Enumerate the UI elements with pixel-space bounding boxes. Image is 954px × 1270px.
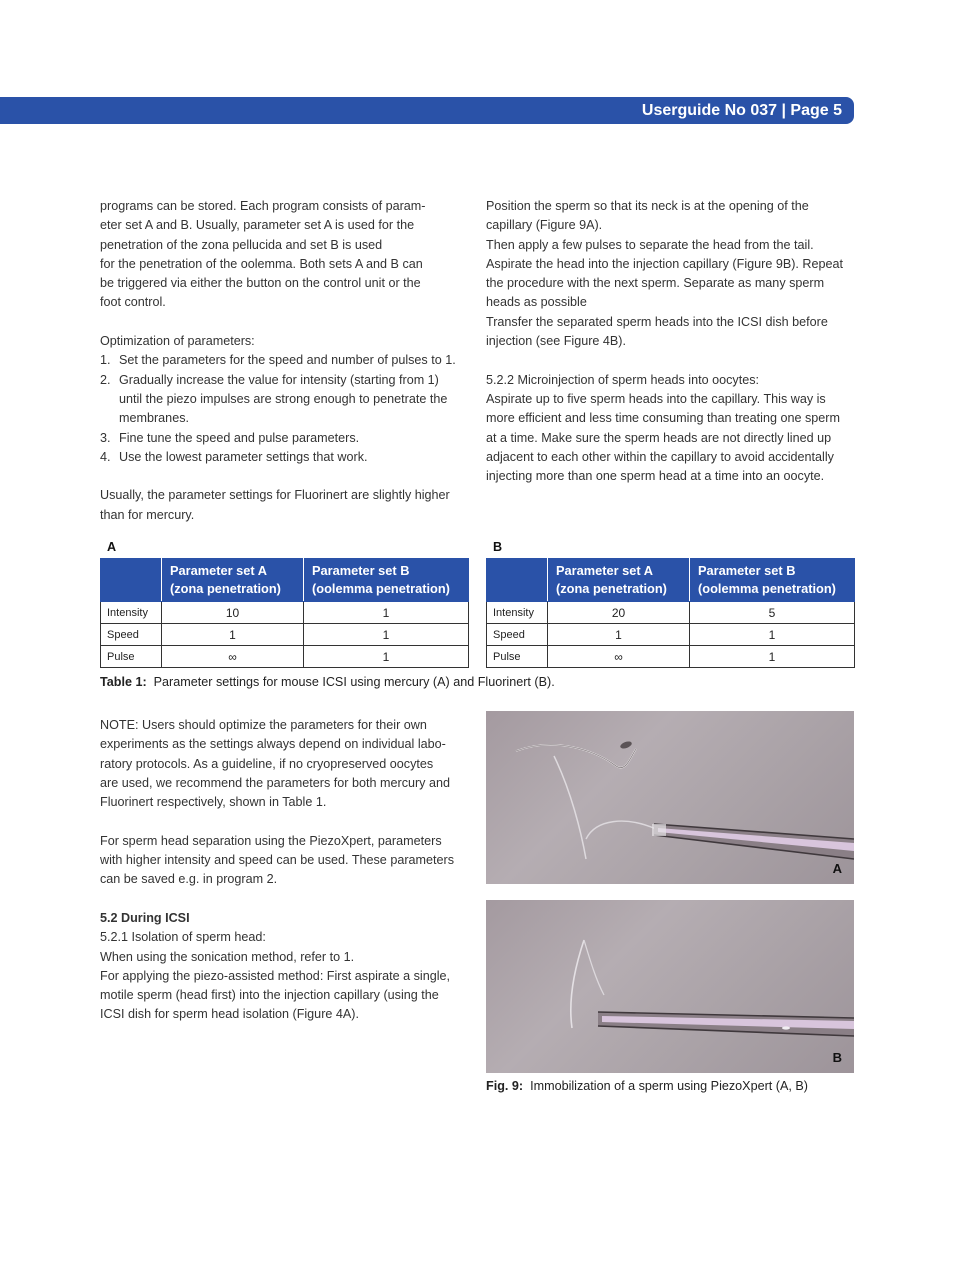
table-b-label: B xyxy=(493,540,503,554)
cell-set-a: 20 xyxy=(548,602,690,624)
row-label: Speed xyxy=(101,624,162,646)
caption-text: Parameter settings for mouse ICSI using mercury (A) and Fluorinert (B). xyxy=(153,675,555,689)
caption-label: Fig. 9: xyxy=(486,1079,524,1093)
step-item xyxy=(100,351,472,370)
parameter-table-b xyxy=(486,558,855,668)
text-line: the procedure with the next sperm. Separate as many sperm xyxy=(486,276,825,291)
row-label: Intensity xyxy=(101,602,162,624)
step-text: Set the parameters for the speed and number of pulses to 1. xyxy=(119,353,456,368)
text-line: ICSI dish for sperm head isolation (Figure 4A). xyxy=(100,1007,359,1022)
text-line: Fluorinert respectively, shown in Table 1. xyxy=(100,795,327,810)
text-line: injection (see Figure 4B). xyxy=(486,334,626,349)
text-line: penetration of the zona pellucida and set B is used xyxy=(100,237,383,252)
cell-set-a: 10 xyxy=(162,602,304,624)
header-line: (oolemma penetration) xyxy=(698,581,836,596)
row-label: Speed xyxy=(487,624,548,646)
step-number: 4. xyxy=(100,449,111,464)
step-text: Fine tune the speed and pulse parameters. xyxy=(119,430,360,445)
fluorinert-note xyxy=(100,486,472,525)
panel-a-label: A xyxy=(832,861,842,876)
text-line: for the penetration of the oolemma. Both sets A and B can xyxy=(100,256,423,271)
step-text: until the piezo impulses are strong enough to penetrate the xyxy=(119,391,448,406)
text-line: eter set A and B. Usually, parameter set A is used for the xyxy=(100,218,415,233)
isolation-paragraph xyxy=(100,928,472,1024)
text-line: NOTE: Users should optimize the parameters for their own xyxy=(100,718,427,732)
position-paragraph xyxy=(486,197,858,351)
text-line: 5.2.2 Microinjection of sperm heads into oocytes: xyxy=(486,372,760,387)
text-line: When using the sonication method, refer to 1. xyxy=(100,949,355,964)
page-header-title: Userguide No 037 | Page 5 xyxy=(641,102,842,119)
text-line: adjacent to each other within the capillary to avoid accidentally xyxy=(486,449,834,464)
row-label: Intensity xyxy=(487,602,548,624)
table-row xyxy=(487,646,855,668)
separation-paragraph xyxy=(100,832,472,890)
header-bar xyxy=(0,97,854,124)
cell-set-a: 1 xyxy=(162,624,304,646)
caption-label: Table 1: xyxy=(100,675,147,689)
cell-set-a: 1 xyxy=(548,624,690,646)
text-line: foot control. xyxy=(100,295,166,310)
text-line: Aspirate up to five sperm heads into the capillary. This way is xyxy=(486,391,826,406)
left-column-bottom xyxy=(100,716,472,1025)
cell-set-b: 5 xyxy=(690,602,855,624)
optimization-heading: Optimization of parameters: xyxy=(100,334,255,349)
header-line: (oolemma penetration) xyxy=(312,581,450,596)
text-line: 5.2.1 Isolation of sperm head: xyxy=(100,930,266,945)
text-line: than for mercury. xyxy=(100,507,195,522)
table-row xyxy=(101,646,469,668)
text-line: more efficient and less time consuming than treating one sperm xyxy=(486,411,840,426)
step-text: membranes. xyxy=(119,411,189,426)
header-line: (zona penetration) xyxy=(556,581,667,596)
text-line: For applying the piezo-assisted method: First aspirate a single, xyxy=(100,968,450,983)
step-number: 1. xyxy=(100,353,111,368)
text-line: with higher intensity and speed can be used. These parameters xyxy=(100,853,455,868)
table-caption xyxy=(100,675,555,689)
text-line: Usually, the parameter settings for Fluorinert are slightly higher xyxy=(100,488,450,503)
row-label: Pulse xyxy=(101,646,162,668)
cell-set-b: 1 xyxy=(304,602,469,624)
panel-b-label: B xyxy=(832,1050,842,1065)
text-line: Transfer the separated sperm heads into the ICSI dish before xyxy=(486,314,828,329)
step-number: 3. xyxy=(100,430,111,445)
text-line: programs can be stored. Each program consists of param- xyxy=(100,199,426,213)
micrograph-panel-b xyxy=(486,900,854,1073)
header-line: Parameter set B xyxy=(698,563,796,578)
note-paragraph xyxy=(100,716,472,812)
header-line: Parameter set B xyxy=(312,563,410,578)
row-label: Pulse xyxy=(487,646,548,668)
text-line: capillary (Figure 9A). xyxy=(486,218,603,233)
header-line: (zona penetration) xyxy=(170,581,281,596)
step-item xyxy=(100,448,472,467)
table-row xyxy=(487,602,855,624)
step-text: Gradually increase the value for intensity (starting from 1) xyxy=(119,372,439,387)
text-line: Position the sperm so that its neck is at the opening of the xyxy=(486,199,809,213)
table-header-set-a xyxy=(162,559,304,602)
cell-set-b: 1 xyxy=(304,646,469,668)
text-line: motile sperm (head first) into the injection capillary (using the xyxy=(100,988,439,1003)
cell-set-b: 1 xyxy=(304,624,469,646)
intro-paragraph xyxy=(100,197,472,313)
microinjection-paragraph xyxy=(486,371,858,487)
cell-set-a: ∞ xyxy=(548,646,690,668)
step-item xyxy=(100,371,472,429)
table-a-label: A xyxy=(107,540,117,554)
text-line: experiments as the settings always depend on individual labo- xyxy=(100,737,446,752)
text-line: at a time. Make sure the sperm heads are not directly lined up xyxy=(486,430,832,445)
table-header-empty xyxy=(487,559,548,602)
table-row xyxy=(101,624,469,646)
micrograph-drawing-a xyxy=(486,711,854,884)
cell-set-b: 1 xyxy=(690,624,855,646)
header-line: Parameter set A xyxy=(170,563,267,578)
section-heading: 5.2 During ICSI xyxy=(100,910,190,925)
optimization-steps xyxy=(100,351,472,467)
table-row xyxy=(101,602,469,624)
cell-set-b: 1 xyxy=(690,646,855,668)
text-line: are used, we recommend the parameters for both mercury and xyxy=(100,775,450,790)
text-line: For sperm head separation using the PiezoXpert, parameters xyxy=(100,833,442,848)
text-line: be triggered via either the button on the control unit or the xyxy=(100,276,421,291)
text-line: can be saved e.g. in program 2. xyxy=(100,872,278,887)
cell-set-a: ∞ xyxy=(162,646,304,668)
micrograph-drawing-b xyxy=(486,900,854,1073)
step-text: Use the lowest parameter settings that work. xyxy=(119,449,368,464)
table-row xyxy=(487,624,855,646)
left-column-top xyxy=(100,197,472,525)
parameter-table-a xyxy=(100,558,469,668)
step-number: 2. xyxy=(100,372,111,387)
figure-caption xyxy=(486,1079,808,1093)
header-line: Parameter set A xyxy=(556,563,653,578)
table-header-set-a xyxy=(548,559,690,602)
text-line: Then apply a few pulses to separate the head from the tail. xyxy=(486,237,814,252)
step-item xyxy=(100,429,472,448)
micrograph-panel-a xyxy=(486,711,854,884)
table-header-set-b xyxy=(304,559,469,602)
text-line: heads as possible xyxy=(486,295,587,310)
text-line: ratory protocols. As a guideline, if no cryopreserved oocytes xyxy=(100,756,434,771)
right-column-top xyxy=(486,197,858,486)
text-line: injecting more than one sperm head at a time into an oocyte. xyxy=(486,469,825,484)
text-line: Aspirate the head into the injection capillary (Figure 9B). Repeat xyxy=(486,256,844,271)
table-header-set-b xyxy=(690,559,855,602)
caption-text: Immobilization of a sperm using PiezoXpert (A, B) xyxy=(530,1079,808,1093)
table-header-empty xyxy=(101,559,162,602)
